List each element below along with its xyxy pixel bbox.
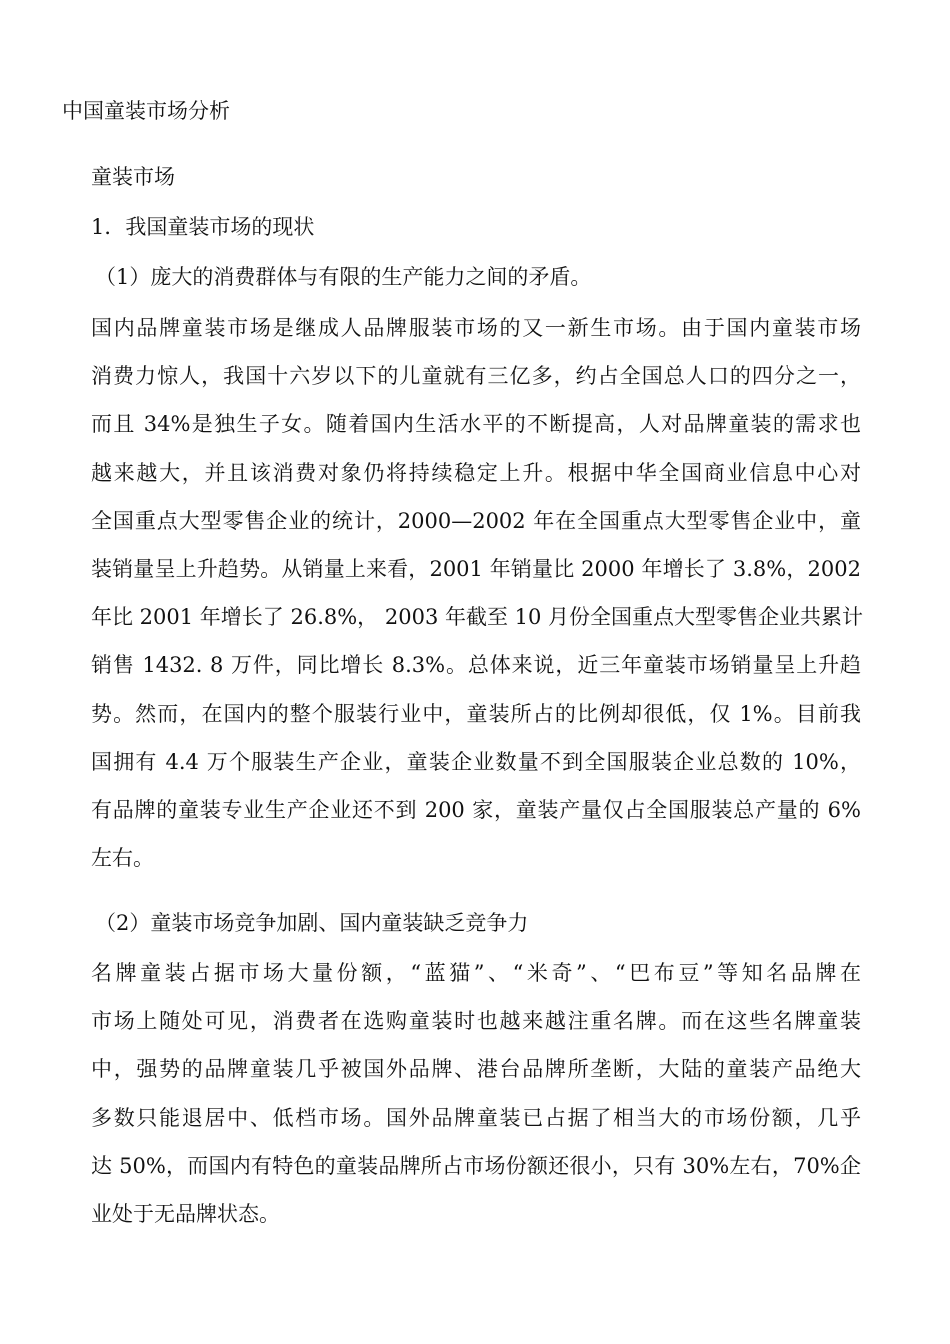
paragraph-line: 年比 2001 年增长了 26.8%， 2003 年截至 10 月份全国重点大型零售企业共累计	[91, 605, 864, 630]
paragraph-brand-competition	[91, 958, 861, 1247]
paragraph-line: 达 50%，而国内有特色的童装品牌所占市场份额还很小，只有 30%左右，70%企	[91, 1153, 861, 1178]
paragraph-line: 国内品牌童装市场是继成人品牌服装市场的又一新生市场。由于国内童装市场	[91, 316, 861, 340]
document-title: 中国童装市场分析	[62, 99, 230, 123]
subheading-current-status: 1．我国童装市场的现状	[91, 215, 315, 239]
paragraph-line: 销售 1432. 8 万件，同比增长 8.3%。总体来说，近三年童装市场销量呈上升趋	[91, 653, 861, 678]
subheading-competition: （2）童装市场竞争加剧、国内童装缺乏竞争力	[95, 911, 529, 935]
paragraph-line: 国拥有 4.4 万个服装生产企业，童装企业数量不到全国服装企业总数的 10%，	[91, 749, 861, 774]
paragraph-line: 而且 34%是独生子女。随着国内生活水平的不断提高，人对品牌童装的需求也	[91, 412, 861, 437]
paragraph-line: 有品牌的童装专业生产企业还不到 200 家，童装产量仅占全国服装总产量的 6%	[91, 797, 861, 822]
paragraph-line: 装销量呈上升趋势。从销量上来看，2001 年销量比 2000 年增长了 3.8%，2002	[91, 556, 861, 581]
subheading-consumer-vs-production: （1）庞大的消费群体与有限的生产能力之间的矛盾。	[95, 265, 592, 289]
paragraph-line: 业处于无品牌状态。	[91, 1201, 280, 1226]
paragraph-line: 市场上随处可见，消费者在选购童装时也越来越注重名牌。而在这些名牌童装	[91, 1009, 861, 1034]
section-heading: 童装市场	[91, 165, 175, 189]
paragraph-line: 名牌童装占据市场大量份额，“蓝猫”、“米奇”、“巴布豆”等知名品牌在	[91, 961, 861, 985]
paragraph-line: 消费力惊人，我国十六岁以下的儿童就有三亿多，约占全国总人口的四分之一，	[91, 364, 861, 389]
paragraph-line: 越来越大，并且该消费对象仍将持续稳定上升。根据中华全国商业信息中心对	[91, 460, 861, 485]
paragraph-line: 势。然而，在国内的整个服装行业中，童装所占的比例却很低，仅 1%。目前我	[91, 701, 861, 726]
paragraph-line: 全国重点大型零售企业的统计，2000—2002 年在全国重点大型零售企业中，童	[91, 508, 861, 533]
paragraph-market-overview	[91, 313, 864, 891]
paragraph-line: 中，强势的品牌童装几乎被国外品牌、港台品牌所垄断，大陆的童装产品绝大	[91, 1057, 861, 1082]
paragraph-line: 多数只能退居中、低档市场。国外品牌童装已占据了相当大的市场份额，几乎	[91, 1105, 861, 1130]
paragraph-line: 左右。	[91, 846, 154, 871]
